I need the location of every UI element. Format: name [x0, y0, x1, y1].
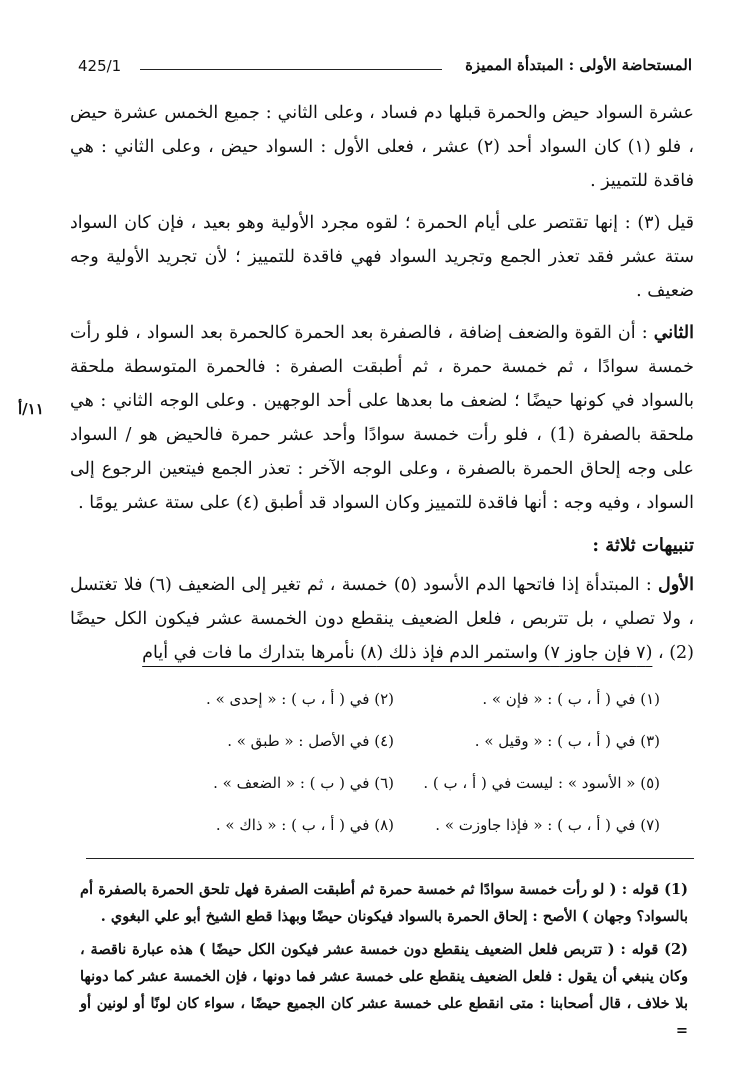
page-header: [78, 56, 692, 80]
paragraph-4-lead: الأول: [657, 575, 694, 595]
variant-row: [128, 816, 660, 858]
commentary-footnotes: [80, 876, 688, 1050]
variant-note: (٤) في الأصل : « طبق » .: [227, 732, 394, 750]
main-text: [70, 96, 694, 678]
variant-note: (٨) في ( أ ، ب ) : « ذاك » .: [215, 816, 394, 834]
variant-note: (٧) في ( أ ، ب ) : « فإذا جاوزت » .: [435, 816, 660, 834]
section-heading: تنبيهات ثلاثة :: [592, 535, 694, 556]
variant-row: [128, 690, 660, 732]
paragraph-1: عشرة السواد حيض والحمرة قبلها دم فساد ، وعلى الثاني : جميع الخمس عشرة حيض ، فلو (١) كان السواد أحد (٢) عشر ، فعلى الأول : السواد حيض ، وعلى الثاني : هي فاقدة للتمييز .: [70, 103, 694, 191]
variant-note: (١) في ( أ ، ب ) : « فإن » .: [482, 690, 660, 708]
header-rule: [140, 69, 442, 70]
page-number: 425/1: [78, 57, 122, 75]
paragraph-2: قيل (٣) : إنها تقتصر على أيام الحمرة ؛ لقوه مجرد الأولية وهو بعيد ، فإن كان السواد ستة عشر فقد تعذر الجمع وتجريد السواد فهي فاقدة للتمييز ؛ لأن تجريد الأولية وجه ضعيف .: [70, 213, 694, 301]
variant-note: (٢) في ( أ ، ب ) : « إحدى » .: [206, 690, 394, 708]
footnote-1: (1) قوله : ( لو رأت خمسة سوادًا ثم خمسة حمرة ثم أطبقت الصفرة فهل تلحق الحمرة بالصفرة أم بالسواد؟ وجهان ) الأصح : إلحاق الحمرة بالسواد فيكونان حيضًا وبهذا قطع الشيخ أبو علي البغوي .: [80, 881, 689, 925]
footnote-2: (2) قوله : ( تتربص فلعل الضعيف ينقطع دون خمسة عشر فيكون الكل حيضًا ) هذه عبارة ناقصة ، وكان ينبغي أن يقول : فلعل الضعيف ينقطع على خمسة عشر فما دونها ، فإن الخمسة عشر كما دونها بلا خلاف ، قال أصحابنا : متى انقطع على خمسة عشر كان الجميع حيضًا ، سواء كان لونًا أو لونين أو =: [80, 941, 688, 1039]
paragraph-4-text: : المبتدأة إذا فاتحها الدم الأسود (٥) خمسة ، ثم تغير إلى الضعيف (٦) فلا تغتسل ، ولا تصلي ، بل تتربص ، فلعل الضعيف ينقطع دون الخمسة عشر فيكون الكل حيضًا (2) ،: [70, 575, 694, 663]
variant-note: (٥) « الأسود » : ليست في ( أ ، ب ) .: [423, 774, 660, 792]
paragraph-3: [70, 316, 694, 520]
variant-notes: [128, 690, 660, 858]
paragraph-4: [70, 568, 694, 670]
variant-note: (٦) في ( ب ) : « الضعف » .: [213, 774, 394, 792]
margin-folio-note: ۱۱/أ: [18, 400, 44, 418]
running-title: المستحاضة الأولى : المبتدأة المميزة: [465, 56, 692, 74]
paragraph-3-text: : أن القوة والضعف إضافة ، فالصفرة بعد الحمرة كالحمرة بعد السواد ، فلو رأت خمسة سوادًا ، ثم خمسة حمرة ، ثم أطبقت الصفرة : فالحمرة المتوسطة ملحقة بالسواد في كونها حيضًا ؛ لضعف ما بعدها على أحد الوجهين . وعلى الوجه الثاني : هي ملحقة بالصفرة (1) ، فلو رأت خمسة سوادًا وأحد عشر حمرة فالحيض هو / السواد على وجه إلحاق الحمرة بالصفرة ، وعلى الوجه الآخر : تعذر الجمع فيتعين الرجوع إلى السواد ، وفيه وجه : أنها فاقدة للتمييز وكان السواد قد أطبق (٤) على ستة عشر يومًا .: [70, 323, 694, 513]
variant-row: [128, 732, 660, 774]
variant-row: [128, 774, 660, 816]
paragraph-4-tail: (٧ فإن جاوز ٧) واستمر الدم فإذ ذلك (٨) نأمرها بتدارك ما فات في أيام: [142, 643, 653, 663]
variant-note: (٣) في ( أ ، ب ) : « وقيل » .: [474, 732, 660, 750]
footnote-divider: [86, 858, 694, 859]
paragraph-3-lead: الثاني: [653, 323, 694, 343]
